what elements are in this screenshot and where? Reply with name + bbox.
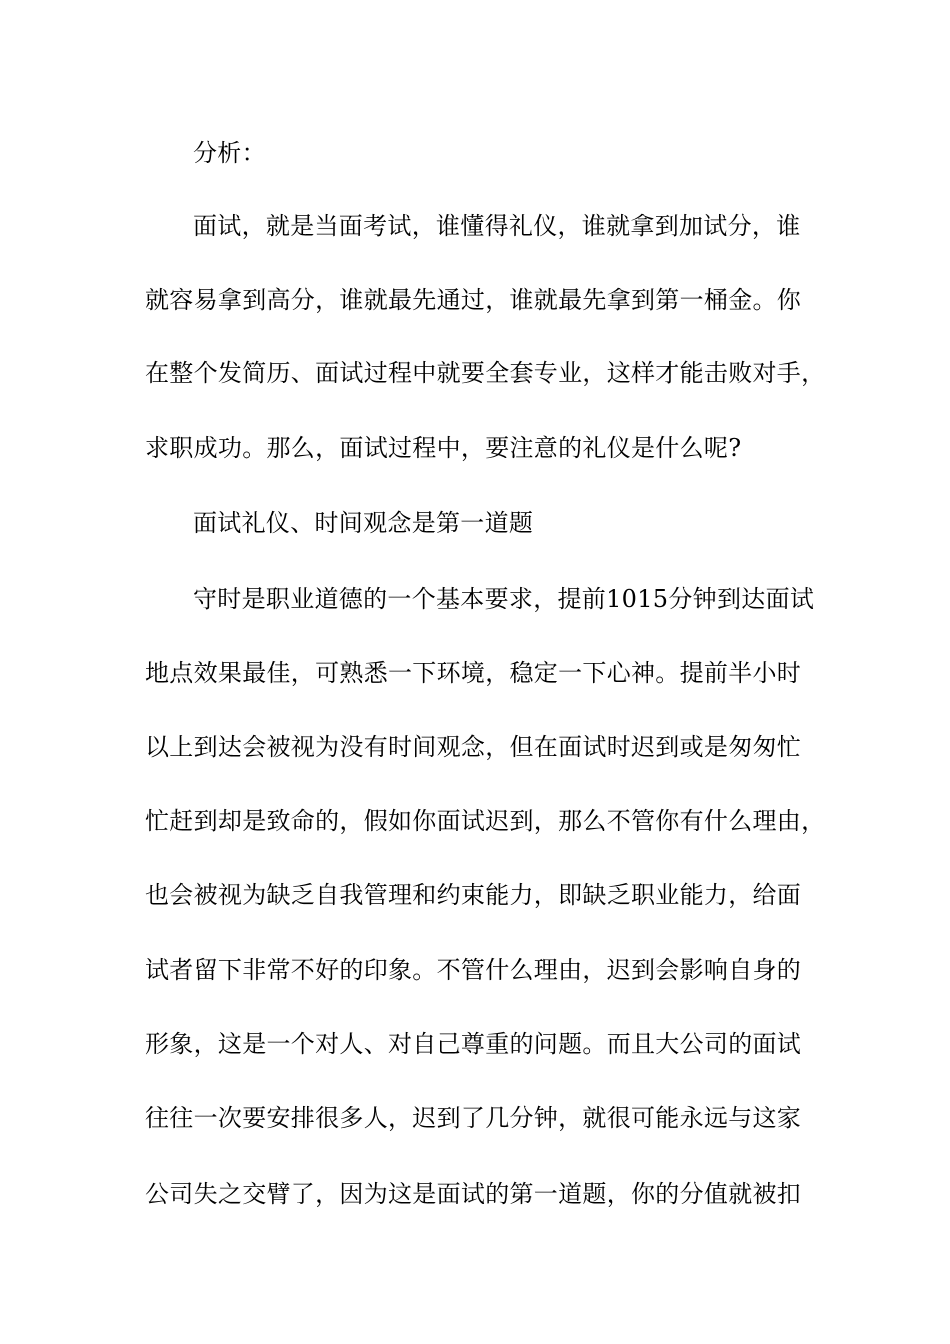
paragraph-line: 形象，这是一个对人、对自己尊重的问题。而且大公司的面试 [145, 1030, 802, 1058]
paragraph-line: 忙赶到却是致命的，假如你面试迟到，那么不管你有什么理由， [145, 807, 826, 835]
paragraph-line: 就容易拿到高分，谁就最先通过，谁就最先拿到第一桶金。你 [145, 286, 802, 314]
paragraph-line: 面试，就是当面考试，谁懂得礼仪，谁就拿到加试分，谁 [193, 212, 801, 240]
section-heading: 面试礼仪、时间观念是第一道题 [193, 509, 534, 537]
paragraph-line: 往往一次要安排很多人，迟到了几分钟，就很可能永远与这家 [145, 1104, 802, 1132]
analysis-heading: 分析： [193, 139, 266, 167]
paragraph-line: 公司失之交臂了，因为这是面试的第一道题，你的分值就被扣 [145, 1180, 802, 1208]
paragraph-line: 地点效果最佳，可熟悉一下环境，稳定一下心神。提前半小时 [145, 659, 802, 687]
paragraph-line: 求职成功。那么，面试过程中，要注意的礼仪是什么呢? [145, 434, 742, 462]
paragraph-line: 在整个发简历、面试过程中就要全套专业，这样才能击败对手， [145, 359, 826, 387]
paragraph-line: 试者留下非常不好的印象。不管什么理由，迟到会影响自身的 [145, 956, 802, 984]
paragraph-line: 守时是职业道德的一个基本要求，提前1015分钟到达面试 [193, 585, 815, 613]
paragraph-line: 以上到达会被视为没有时间观念，但在面试时迟到或是匆匆忙 [145, 733, 802, 761]
paragraph-line: 也会被视为缺乏自我管理和约束能力，即缺乏职业能力，给面 [145, 881, 802, 909]
